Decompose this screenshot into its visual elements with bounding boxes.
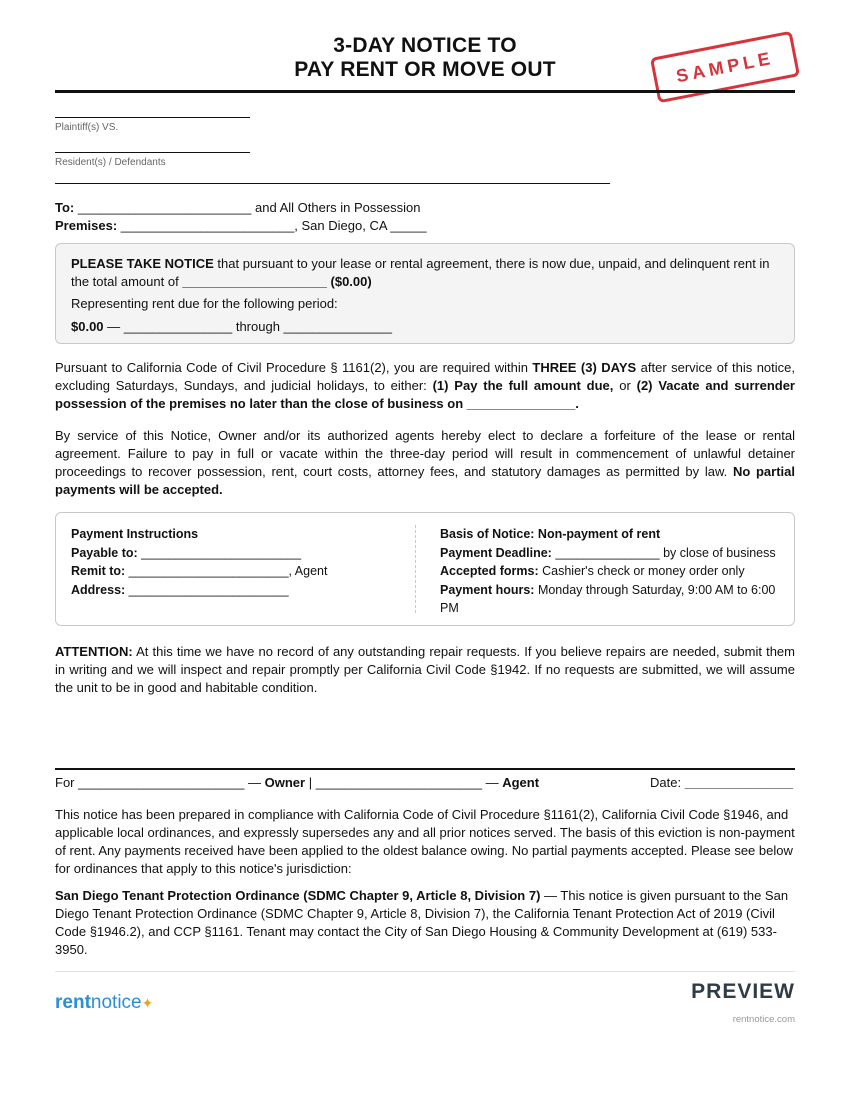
- payment-heading: Payment Instructions: [71, 527, 199, 541]
- hours-label: Payment hours:: [440, 582, 535, 597]
- logo-rent: rent: [55, 992, 91, 1013]
- title-divider: [55, 90, 795, 93]
- attention-label: ATTENTION:: [55, 644, 133, 659]
- logo-notice: notice: [90, 992, 142, 1013]
- notice-lead-bold: PLEASE TAKE NOTICE: [71, 256, 214, 271]
- premises-row: [55, 217, 427, 235]
- remit-label: Remit to:: [71, 564, 126, 578]
- deadline-value: _______________ by close of business: [551, 545, 776, 560]
- period-row: [71, 318, 776, 336]
- ordinance-paragraph: [55, 887, 795, 959]
- address-label: Address:: [71, 582, 126, 597]
- resident-line: [55, 152, 250, 153]
- footer-divider: [55, 971, 795, 972]
- period-text: Representing rent due for the following period:: [71, 296, 338, 311]
- basis-of-notice: Basis of Notice: Non-payment of rent: [440, 527, 661, 541]
- to-label: To:: [55, 200, 75, 215]
- case-divider: [55, 183, 610, 184]
- owner-label: Owner: [264, 775, 306, 790]
- para1-text3: or: [613, 378, 637, 393]
- date-field: [650, 774, 793, 792]
- period-range: — _______________ through _______________: [103, 319, 392, 334]
- signature-row: [55, 774, 795, 792]
- payment-box: [55, 512, 795, 626]
- payable-label: Payable to:: [71, 545, 138, 560]
- signature-for: For _______________________ —: [55, 775, 265, 790]
- to-value: ________________________ and All Others in Possession: [74, 200, 421, 215]
- forms-value: Cashier's check or money order only: [538, 564, 745, 578]
- compliance-paragraph: This notice has been prepared in compliance with California Code of Civil Procedure §1161(2), California Civil Code §1946, and applicable local ordinances, and expressly supersedes any and all prior notices served. The basis of this eviction is non-payment of rent. Any payments received have been applied to the oldest balance owing. No partial payments accepted. Please see below for ordinances that apply to this notice's jurisdiction:: [55, 807, 795, 876]
- title-line-2: PAY RENT OR MOVE OUT: [294, 58, 556, 81]
- forfeiture-text: By service of this Notice, Owner and/or its authorized agents hereby elect to declare a forfeiture of the lease or rental agreement. Failure to pay in full or vacate within the three-day period will result in commencement of unlawful detainer proceedings to recover possession, rent, court costs, attorney fees, and statutory damages as permitted by law.: [55, 428, 795, 479]
- date-line: _______________: [684, 775, 794, 790]
- payment-instructions: [71, 525, 401, 599]
- signature-separator: | _______________________ —: [305, 775, 503, 790]
- rentnotice-logo: [55, 992, 153, 1014]
- payable-value: _______________________: [137, 545, 302, 560]
- hours-value: Monday through Saturday, 9:00 AM to 6:00 PM: [440, 582, 776, 615]
- payment-basis: [440, 525, 785, 617]
- forfeiture-paragraph: [55, 427, 795, 499]
- notice-lead-text: that pursuant to your lease or rental agreement, there is now due, unpaid, and delinquent rent in the total amount of: [71, 256, 770, 289]
- plaintiff-label: Plaintiff(s) VS.: [55, 122, 119, 133]
- preview-label: PREVIEW: [691, 980, 795, 1003]
- agent-label: Agent: [502, 775, 540, 790]
- para1-text1: Pursuant to California Code of Civil Procedure § 1161(2), you are required within: [55, 360, 533, 375]
- date-label: Date:: [650, 775, 685, 790]
- signature-divider: [55, 768, 795, 770]
- amount-due: ____________________ ($0.00): [182, 274, 372, 289]
- payment-divider: [415, 525, 416, 613]
- period-amount: $0.00: [71, 319, 104, 334]
- premises-label: Premises:: [55, 218, 118, 233]
- remit-value: _______________________, Agent: [125, 564, 328, 578]
- sparkle-icon: ✦: [141, 995, 154, 1011]
- plaintiff-line: [55, 117, 250, 118]
- resident-label: Resident(s) / Defendants: [55, 157, 166, 168]
- deadline-label: Payment Deadline:: [440, 545, 552, 560]
- forms-label: Accepted forms:: [440, 564, 539, 578]
- sample-stamp: SAMPLE: [650, 31, 800, 104]
- para1-text2: after service of this notice, excluding Saturdays, Sundays, and judicial holidays, to either:: [55, 360, 796, 393]
- notice-lead: [71, 255, 776, 291]
- address-value: _______________________: [125, 582, 289, 597]
- to-row: [55, 199, 420, 217]
- three-days: THREE (3) DAYS: [532, 360, 637, 375]
- option-vacate: (2) Vacate and surrender possession of the premises no later than the close of business on _______________.: [55, 378, 795, 411]
- ordinance-text: — This notice is given pursuant to the San Diego Tenant Protection Ordinance (SDMC Chapter 9, Article 8, Division 7), the California Tenant Protection Act of 2019 (Civil Code §1946.2), and CCP §1161. Tenant may contact the City of San Diego Housing & Community Development at (619) 533-3950.: [55, 888, 789, 957]
- premises-value: ________________________, San Diego, CA _____: [117, 218, 427, 233]
- attention-paragraph: [55, 643, 795, 697]
- notice-box: [55, 243, 795, 344]
- option-pay: (1) Pay the full amount due,: [432, 378, 614, 393]
- site-url: rentnotice.com: [732, 1014, 795, 1025]
- no-partial-payments: No partial payments will be accepted.: [55, 464, 795, 497]
- required-action-paragraph: [55, 359, 795, 413]
- title-line-1: 3-DAY NOTICE TO: [333, 34, 517, 57]
- ordinance-title: San Diego Tenant Protection Ordinance (SDMC Chapter 9, Article 8, Division 7): [55, 888, 541, 903]
- attention-text: At this time we have no record of any outstanding repair requests. If you believe repairs are needed, submit them in writing and we will inspect and repair promptly per California Civil Code §1942. If no requests are submitted, we will assume the unit to be in good and habitable condition.: [55, 644, 795, 695]
